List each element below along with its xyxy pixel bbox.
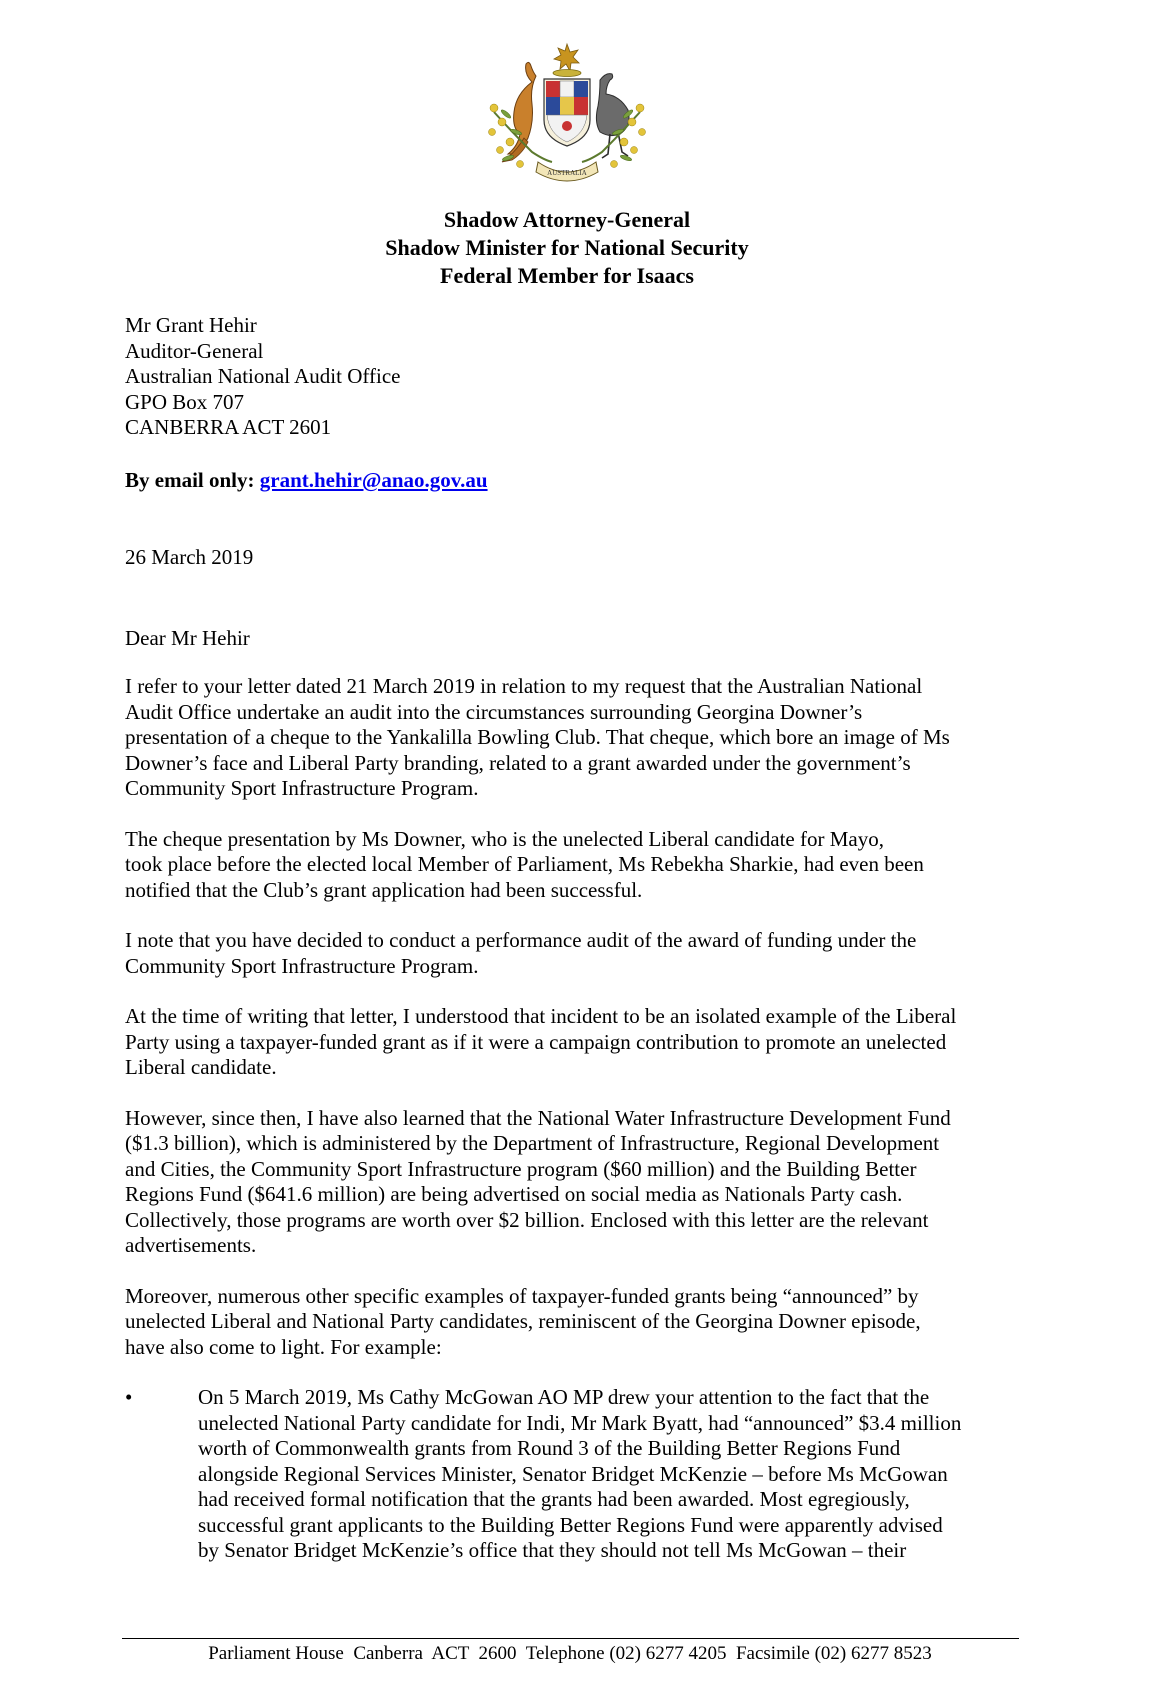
text-line: Downer’s face and Liberal Party branding, related to a grant awarded under the government’s (125, 750, 911, 775)
title-line: Shadow Minister for National Security (385, 235, 749, 260)
email-link[interactable]: grant.hehir@anao.gov.au (259, 468, 488, 492)
text-line: ($1.3 billion), which is administered by the Department of Infrastructure, Regional Development (125, 1131, 940, 1155)
address-line: CANBERRA ACT 2601 (125, 415, 332, 439)
paragraph (125, 827, 1015, 904)
delivery-label: By email only: (125, 468, 255, 492)
letter-body (125, 674, 1015, 1564)
text-line: successful grant applicants to the Building Better Regions Fund were apparently advised (198, 1512, 943, 1537)
text-line: notified that the Club’s grant application had been successful. (125, 877, 643, 902)
text-line: worth of Commonwealth grants from Round 3 of the Building Better Regions Fund (198, 1436, 901, 1460)
emu (596, 74, 629, 136)
sender-titles (0, 206, 1134, 290)
coat-of-arms-icon (472, 42, 662, 187)
text-line: took place before the elected local Member of Parliament, Ms Rebekha Sharkie, had even been (125, 852, 924, 876)
text-line: Audit Office undertake an audit into the circumstances surrounding Georgina Downer’s (125, 699, 863, 724)
text-line: by Senator Bridget McKenzie’s office that they should not tell Ms McGowan – their (198, 1538, 907, 1562)
address-line: GPO Box 707 (125, 389, 245, 414)
text-line: unelected Liberal and National Party candidates, reminiscent of the Georgina Downer episode, (125, 1309, 921, 1333)
bullet-text (198, 1385, 1015, 1564)
text-line: had received formal notification that the grants had been awarded. Most egregiously, (198, 1487, 910, 1511)
address-line: Mr Grant Hehir (125, 313, 257, 337)
title-line: Federal Member for Isaacs (440, 263, 694, 288)
text-line: I note that you have decided to conduct a performance audit of the award of funding under the (125, 928, 917, 952)
address-line: Australian National Audit Office (125, 364, 401, 388)
paragraph (125, 1284, 1015, 1361)
text-line: have also come to light. For example: (125, 1334, 442, 1359)
paragraph (125, 1106, 1015, 1259)
text-line: However, since then, I have also learned that the National Water Infrastructure Development Fund (125, 1105, 951, 1130)
footer-divider (122, 1638, 1019, 1639)
commonwealth-star (554, 44, 579, 71)
text-line: Moreover, numerous other specific examples of taxpayer-funded grants being “announced” by (125, 1283, 919, 1308)
text-line: advertisements. (125, 1233, 257, 1257)
text-line: Collectively, those programs are worth over $2 billion. Enclosed with this letter are the relevant (125, 1207, 929, 1232)
text-line: I refer to your letter dated 21 March 2019 in relation to my request that the Australian National (125, 674, 923, 698)
text-line: and Cities, the Community Sport Infrastructure program ($60 million) and the Building Better (125, 1156, 917, 1181)
paragraph (125, 1004, 1015, 1081)
text-line: Community Sport Infrastructure Program. (125, 953, 479, 978)
paragraph (125, 928, 1015, 979)
title-line: Shadow Attorney-General (443, 207, 691, 232)
text-line: Regions Fund ($641.6 million) are being advertised on social media as Nationals Party cash. (125, 1182, 903, 1206)
footer-contact: Parliament House Canberra ACT 2600 Telephone (02) 6277 4205 Facsimile (02) 6277 8523 (208, 1643, 932, 1664)
letter-date: 26 March 2019 (125, 545, 254, 569)
text-line: Community Sport Infrastructure Program. (125, 776, 479, 800)
text-line: alongside Regional Services Minister, Senator Bridget McKenzie – before Ms McGowan (198, 1461, 948, 1486)
paragraph (125, 674, 1015, 802)
text-line: unelected National Party candidate for Indi, Mr Mark Byatt, had “announced” $3.4 million (198, 1410, 962, 1435)
text-line: presentation of a cheque to the Yankalilla Bowling Club. That cheque, which bore an image of Ms (125, 725, 950, 749)
text-line: Party using a taxpayer-funded grant as if it were a campaign contribution to promote an unelected (125, 1029, 947, 1054)
bullet-item (125, 1385, 1015, 1564)
text-line: On 5 March 2019, Ms Cathy McGowan AO MP drew your attention to the fact that the (198, 1385, 930, 1409)
recipient-address (125, 313, 400, 441)
text-line: The cheque presentation by Ms Downer, who is the unelected Liberal candidate for Mayo, (125, 826, 884, 851)
address-line: Auditor-General (125, 338, 264, 363)
bullet-marker: • (125, 1385, 133, 1409)
salutation: Dear Mr Hehir (125, 626, 250, 650)
delivery-line (125, 467, 488, 493)
svg-text:AUSTRALIA: AUSTRALIA (547, 169, 587, 177)
text-line: Liberal candidate. (125, 1055, 277, 1079)
text-line: At the time of writing that letter, I understood that incident to be an isolated example of the Liberal (125, 1004, 957, 1028)
